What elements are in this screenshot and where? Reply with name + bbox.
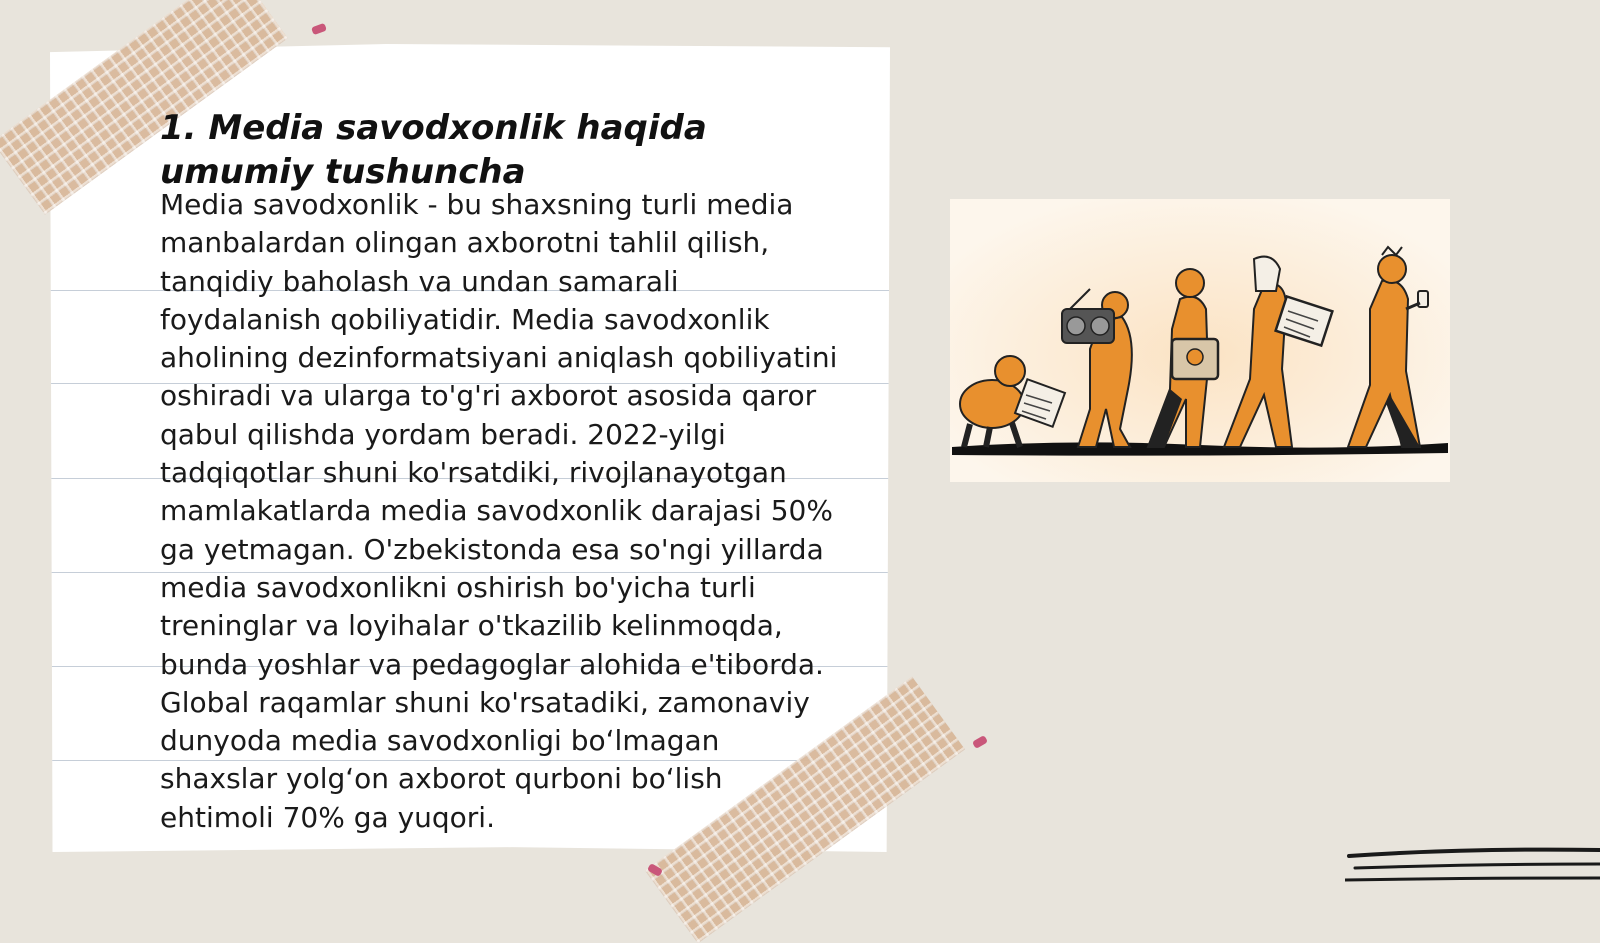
slide-body-text: Media savodxonlik - bu shaxsning turli media manbalardan olingan axborotni tahlil qilish, tanqidiy baholash va undan samarali foydalanish qobiliyatidir. Media savodxonlik aholining dezinformatsiyani aniqlash qobiliyatini oshiradi va ularga to'g'ri axborot asosida qaror qabul qilishda yordam beradi. 2022-yilgi tadqiqotlar shuni ko'rsatdiki, rivojlanayotgan mamlakatlarda media savodxonlik darajasi 50% ga yetmagan. O'zbekistonda esa so'ngi yillarda media savodxonlikni oshirish bo'yicha turli treninglar va loyihalar o'tkazilib kelinmoqda, bunda yoshlar va pedagoglar alohida e'tiborda. Global raqamlar shuni ko'rsatadiki, zamonaviy dunyoda media savodxonligi boʻlmagan shaxslar yolgʻon axborot qurboni boʻlish ehtimoli 70% ga yuqori.	[160, 188, 838, 834]
decorative-brush-strokes	[1345, 840, 1600, 890]
evolution-of-media-icon	[950, 199, 1450, 482]
evolution-of-media-illustration	[950, 199, 1450, 482]
tape-end-decoration	[311, 23, 327, 35]
tape-end-decoration	[972, 735, 988, 749]
tv-icon	[1172, 339, 1218, 379]
slide-title: 1. Media savodxonlik haqida umumiy tushuncha	[160, 108, 707, 192]
